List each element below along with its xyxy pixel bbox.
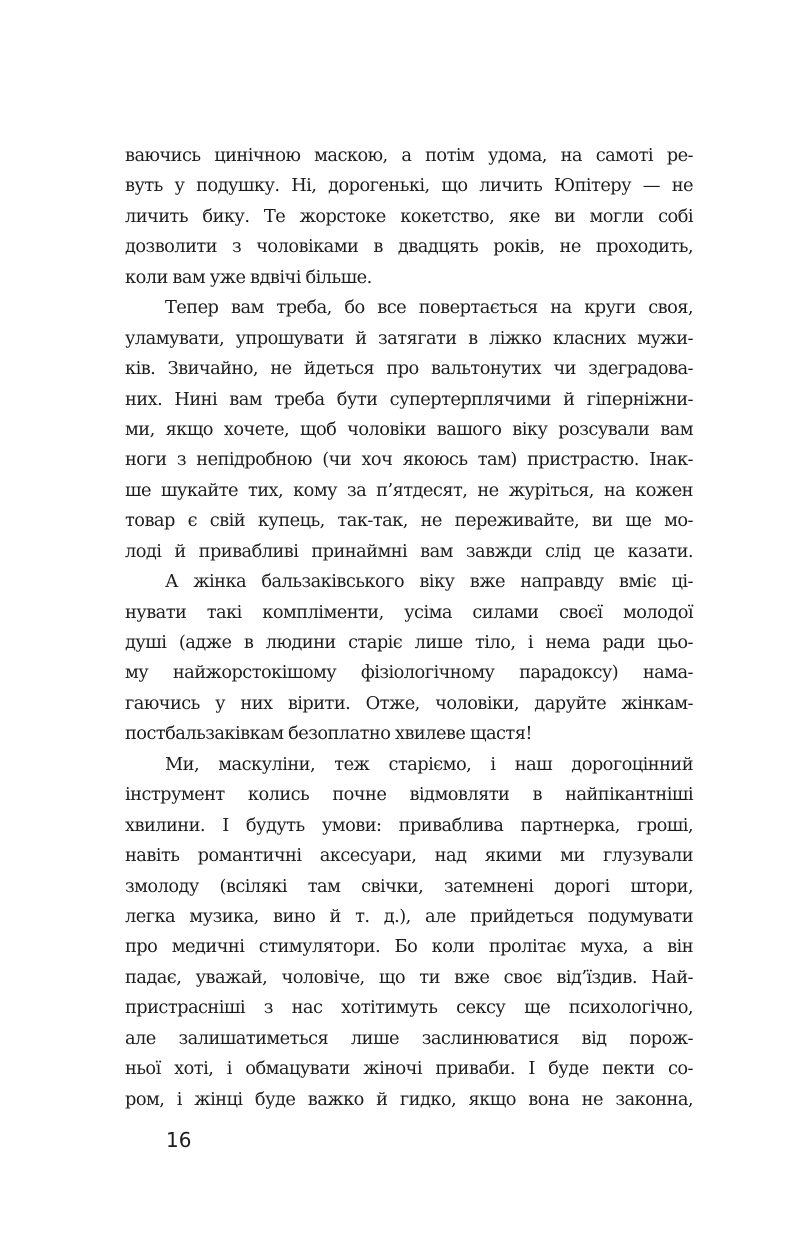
text-line: коли вам уже вдвічі більше.	[125, 266, 372, 288]
text-line: Ми, маскуліни, теж старіємо, і наш дорогоцінний	[165, 753, 693, 775]
page-number: 16	[166, 1128, 192, 1152]
text-line: личить бику. Те жорстоке кокетство, яке ви могли собі	[125, 205, 693, 227]
text-line: пристрасніші з нас хотітимуть сексу ще психологічно,	[125, 997, 693, 1019]
text-line: ньої хоті, і обмацувати жіночі приваби. І буде пекти со-	[125, 1058, 693, 1080]
text-line: товар є свій купець, так-так, не переживайте, ви ще мо-	[125, 510, 693, 532]
text-line: ми, якщо хочете, щоб чоловіки вашого віку розсували вам	[125, 418, 693, 440]
text-line: інструмент колись почне відмовляти в найпікантніші	[125, 784, 693, 806]
text-line: ків. Звичайно, не йдеться про вальтонутих чи здеградова-	[125, 358, 693, 380]
text-line: навіть романтичні аксесуари, над якими ми глузували	[125, 845, 693, 867]
text-line: дозволити з чоловіками в двадцять років, не проходить,	[125, 236, 693, 258]
text-line: падає, уважай, чоловіче, що ти вже своє від’їздив. Най-	[125, 966, 693, 988]
text-line: вуть у подушку. Ні, дорогенькі, що личить Юпітеру — не	[125, 175, 693, 197]
text-line: му найжорстокішому фізіологічному парадоксу) нама-	[125, 662, 693, 684]
text-line: змолоду (всілякі там свічки, затемнені дорогі штори,	[125, 875, 693, 897]
text-line: А жінка бальзаківського віку вже направду вміє ці-	[165, 571, 693, 593]
text-line: легка музика, вино й т. д.), але прийдеться подумувати	[125, 905, 693, 927]
text-line: ваючись цинічною маскою, а потім удома, на самоті ре-	[125, 145, 693, 166]
text-line: ром, і жінці буде важко й гидко, якщо вона не законна,	[125, 1088, 693, 1110]
text-line: але залишатиметься лише заслинюватися від порож-	[125, 1027, 693, 1049]
text-line: про медичні стимулятори. Бо коли пролітає муха, а він	[125, 936, 693, 958]
text-line: хвилини. І будуть умови: приваблива партнерка, гроші,	[125, 814, 693, 836]
text-line: гаючись у них вірити. Отже, чоловіки, даруйте жінкам-	[125, 692, 693, 714]
text-line: уламувати, упрошувати й затягати в ліжко класних мужи-	[125, 327, 693, 349]
body-text	[125, 141, 693, 1115]
text-line: ноги з непідробною (чи хоч якоюсь там) пристрастю. Інак-	[125, 449, 693, 471]
text-line: Тепер вам треба, бо все повертається на круги своя,	[165, 297, 693, 319]
text-line: постбальзаківкам безоплатно хвилеве щастя!	[125, 723, 532, 745]
text-line: душі (адже в людини старіє лише тіло, і нема ради цьо-	[125, 632, 693, 653]
text-line: ше шукайте тих, кому за п’ятдесят, не журіться, на кожен	[125, 479, 693, 501]
text-line: нувати такі компліменти, усіма силами своєї молодої	[125, 601, 693, 623]
text-line: лоді й привабливі принаймні вам завжди слід це казати.	[125, 540, 693, 562]
text-line: них. Нині вам треба бути супертерплячими й гіперніжни-	[125, 388, 693, 410]
